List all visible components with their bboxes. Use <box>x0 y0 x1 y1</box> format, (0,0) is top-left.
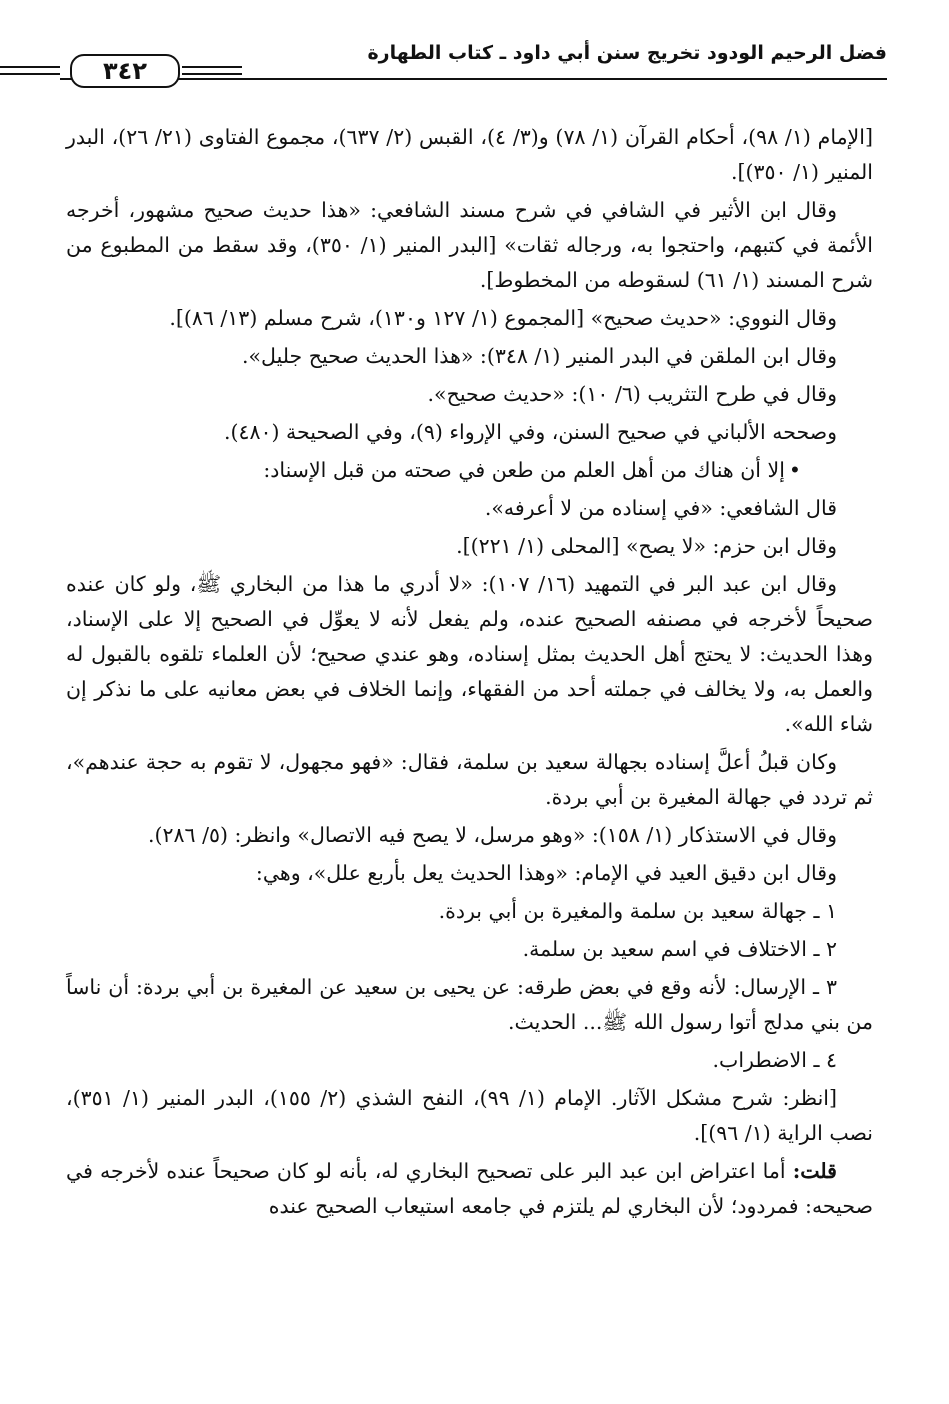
paragraph-text: ٤ ـ الاضطراب. <box>712 1048 837 1072</box>
paragraph-text: ٢ ـ الاختلاف في اسم سعيد بن سلمة. <box>522 937 837 961</box>
paragraph-text: وقال ابن دقيق العيد في الإمام: «وهذا الحديث يعل بأربع علل»، وهي: <box>255 861 837 885</box>
paragraph-text: إلا أن هناك من أهل العلم من طعن في صحته من قبل الإسناد: <box>263 458 785 482</box>
paragraph <box>66 567 873 742</box>
paragraph-text: وقال في طرح التثريب (٦/ ١٠): «حديث صحيح». <box>427 382 837 406</box>
paragraph <box>66 1081 873 1151</box>
page-number-ornament <box>0 54 827 86</box>
ornament-line-right <box>182 66 242 75</box>
paragraph <box>66 932 873 967</box>
paragraph <box>66 970 873 1040</box>
paragraph <box>66 894 873 929</box>
paragraph-text: وقال في الاستذكار (١/ ١٥٨): «وهو مرسل، لا يصح فيه الاتصال» وانظر: (٥/ ٢٨٦). <box>148 823 837 847</box>
paragraph-text: أما اعتراض ابن عبد البر على تصحيح البخاري له، بأنه لو كان صحيحاً عنده لأخرجه في صحيحه: فمردود؛ لأن البخاري لم يلتزم في جامعه استيعاب الصحيح عنده <box>66 1159 873 1218</box>
c-marker-icon: • <box>788 458 801 482</box>
paragraph-text: وقال ابن الملقن في البدر المنير (١/ ٣٤٨): «هذا الحديث صحيح جليل». <box>242 344 837 368</box>
paragraph <box>66 193 873 298</box>
paragraph <box>66 301 873 336</box>
page-number: ٣٤٢ <box>70 54 180 88</box>
paragraph <box>66 745 873 815</box>
paragraph-text: وقال ابن الأثير في الشافي في شرح مسند الشافعي: «هذا حديث صحيح مشهور، أخرجه الأئمة في كتبهم، واحتجوا به، ورجاله ثقات» [البدر المنير (١/ ٣٥٠)، وقد سقط من المطبوع من شرح المسند (١/ ٦١) لسقوطه من المخطوط]. <box>66 198 873 292</box>
paragraph <box>66 415 873 450</box>
paragraph <box>66 491 873 526</box>
paragraph-lead: قلت: <box>792 1159 837 1183</box>
paragraph-text: وقال ابن حزم: «لا يصح» [المحلى (١/ ٢٢١)]. <box>456 534 837 558</box>
paragraph <box>66 377 873 412</box>
paragraph <box>66 453 873 488</box>
paragraph-text: وكان قبلُ أعلَّ إسناده بجهالة سعيد بن سلمة، فقال: «فهو مجهول، لا تقوم به حجة عندهم»، ثم تردد في جهالة المغيرة بن أبي بردة. <box>66 750 873 809</box>
running-title: فضل الرحيم الودود تخريج سنن أبي داود ـ كتاب الطهارة <box>367 42 887 64</box>
paragraph <box>66 818 873 853</box>
paragraph <box>66 120 873 190</box>
paragraph-text: [انظر: شرح مشكل الآثار. الإمام (١/ ٩٩)، النفح الشذي (٢/ ١٥٥)، البدر المنير (١/ ٣٥١)، نصب الراية (١/ ٩٦)]. <box>66 1086 873 1145</box>
paragraph-text: وقال النووي: «حديث صحيح» [المجموع (١/ ١٢٧ و١٣٠)، شرح مسلم (١٣/ ٨٦)]. <box>169 306 837 330</box>
paragraph <box>66 856 873 891</box>
paragraph <box>66 1154 873 1224</box>
paragraph-text: قال الشافعي: «في إسناده من لا أعرفه». <box>484 496 837 520</box>
paragraph <box>66 529 873 564</box>
paragraph-text: وقال ابن عبد البر في التمهيد (١٦/ ١٠٧): «لا أدري ما هذا من البخاري ﷺ، ولو كان عنده صحيحاً لأخرجه في مصنفه الصحيح عنده، ولم يفعل لأنه لا يعوِّل في الصحيح إلا على الإسناد، وهذا الحديث: لا يحتج أهل الحديث بمثل إسناده، وهو عندي صحيح؛ لأن العلماء تلقوه بالقبول له والعمل به، ولا يخالف في جملته أحد من الفقهاء، وإنما الخلاف في بعض معانيه على ما نذكر إن شاء الله». <box>66 572 873 736</box>
paragraph <box>66 339 873 374</box>
ornament-line-left <box>0 66 60 75</box>
body-text <box>66 120 873 1227</box>
paragraph-text: ١ ـ جهالة سعيد بن سلمة والمغيرة بن أبي بردة. <box>438 899 837 923</box>
paragraph-text: وصححه الألباني في صحيح السنن، وفي الإرواء (٩)، وفي الصحيحة (٤٨٠). <box>223 420 837 444</box>
paragraph <box>66 1043 873 1078</box>
paragraph-text: ٣ ـ الإرسال: لأنه وقع في بعض طرقه: عن يحيى بن سعيد عن المغيرة بن أبي بردة: أن ناساً من بني مدلج أتوا رسول الله ﷺ... الحديث. <box>66 975 873 1034</box>
paragraph-text: [الإمام (١/ ٩٨)، أحكام القرآن (١/ ٧٨) و(٣/ ٤)، القبس (٢/ ٦٣٧)، مجموع الفتاوى (٢١/ ٢٦)، البدر المنير (١/ ٣٥٠)]. <box>66 125 873 184</box>
